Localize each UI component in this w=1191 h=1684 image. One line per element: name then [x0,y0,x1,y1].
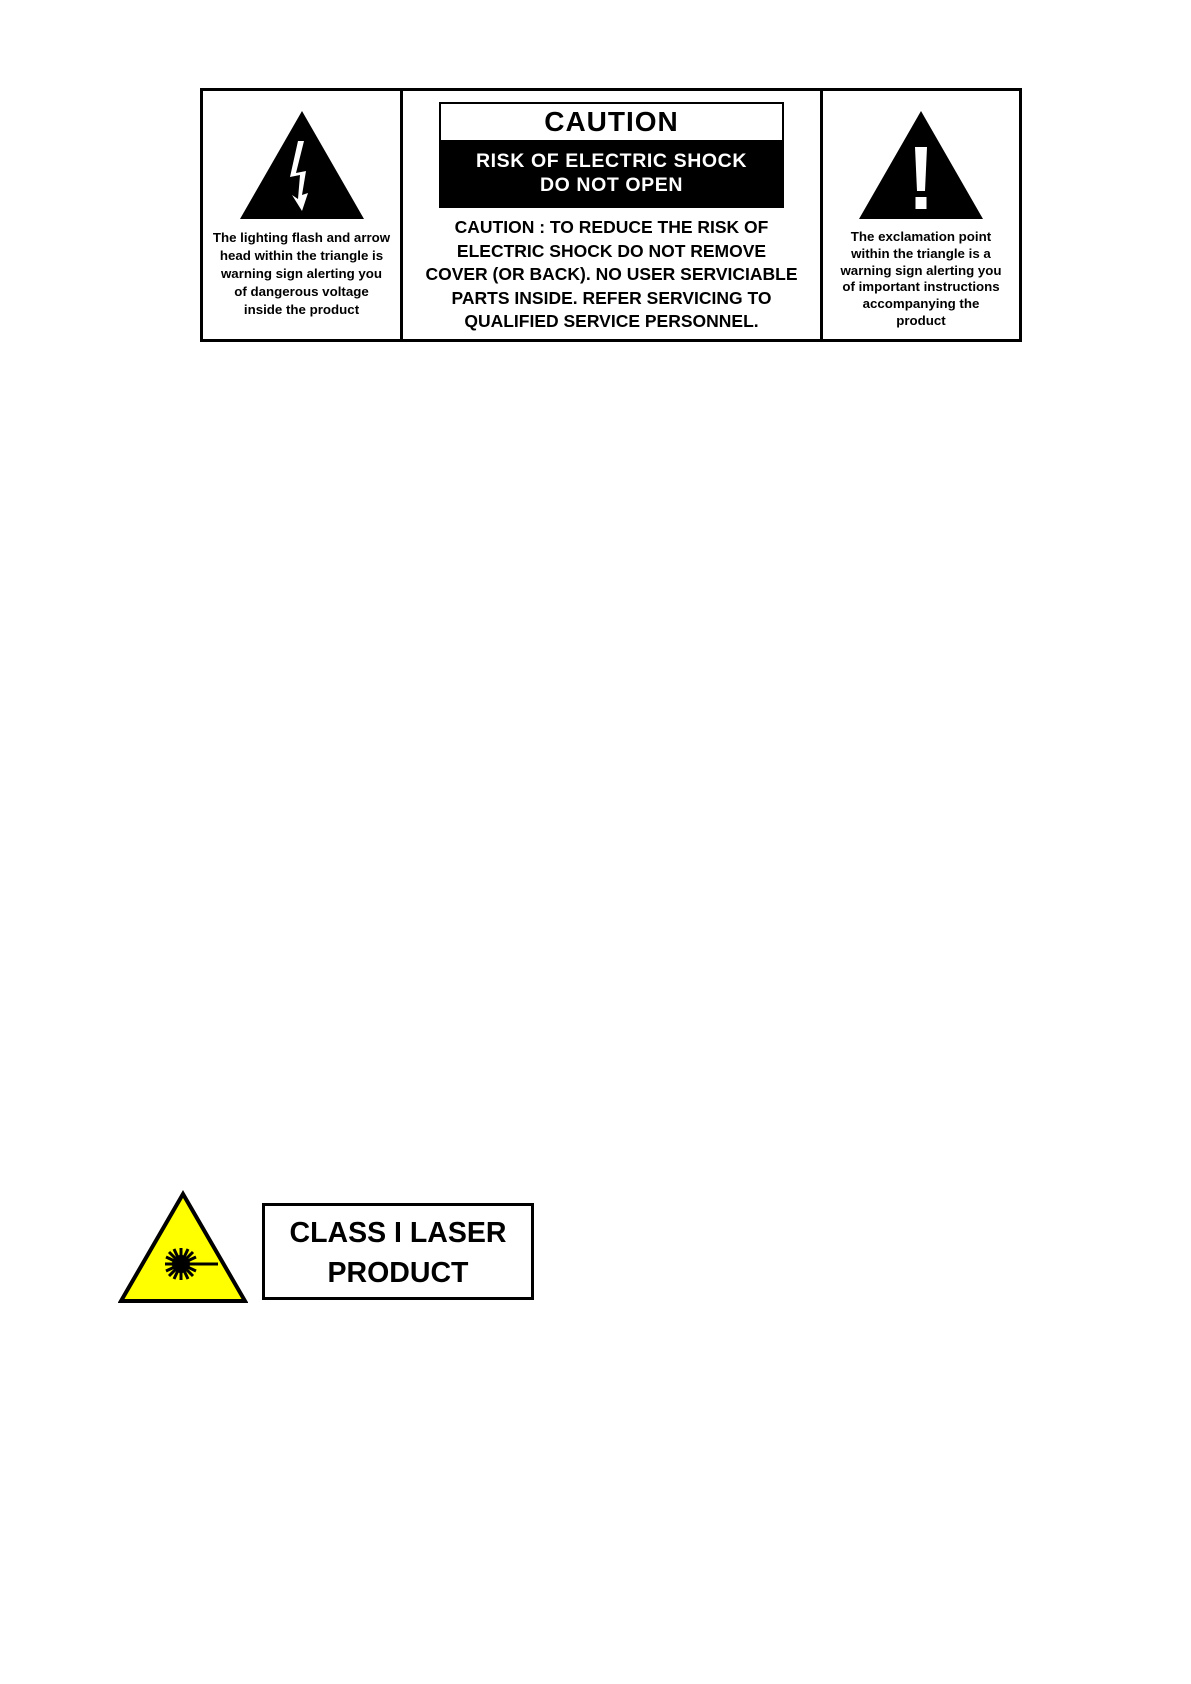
exclamation-triangle-icon [859,111,983,219]
caution-body-text: CAUTION : TO REDUCE THE RISK OF ELECTRIC SHOCK DO NOT REMOVE COVER (OR BACK). NO USER SERVICIABLE PARTS INSIDE. REFER SERVICING TO QUALIFIED SERVICE PERSONNEL. [425,217,798,331]
laser-warning-triangle-icon [118,1190,248,1304]
electric-shock-info-column [203,91,403,339]
caution-panel [200,88,1022,342]
important-instructions-column [823,91,1019,339]
laser-product-line: PRODUCT [327,1257,469,1289]
caution-title: CAUTION [544,106,679,137]
laser-class-line: CLASS I LASER [289,1217,507,1249]
lightning-bolt-triangle-icon [240,111,364,219]
electric-shock-description: The lighting flash and arrow head within the triangle is warning sign alerting you of dangerous voltage inside the product [212,230,391,317]
caution-center-column [403,91,823,339]
exclamation-description: The exclamation point within the triangle is a warning sign alerting you of important instructions accompanying the product [840,229,1002,328]
shock-warning-banner: RISK OF ELECTRIC SHOCK DO NOT OPEN [441,140,782,206]
caution-label [439,102,784,208]
laser-class-label [262,1203,534,1300]
